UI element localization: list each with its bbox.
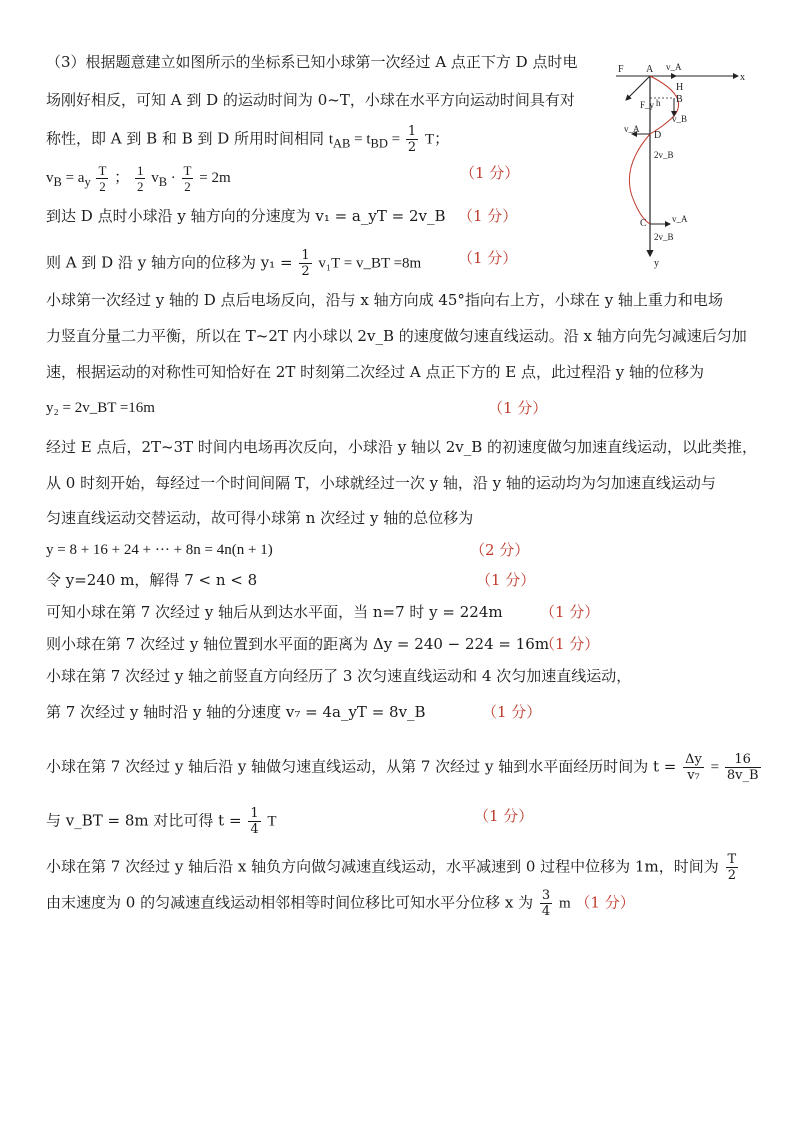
score-8: （1 分）	[540, 635, 600, 653]
text-line-1: （3）根据题意建立如图所示的坐标系已知小球第一次经过 A 点正下方 D 点时电	[46, 53, 578, 71]
frac-half: $\frac{1}{2}$	[407, 124, 417, 155]
text-line-3	[46, 124, 449, 155]
force-f-arrow	[626, 76, 650, 100]
label-2vb: 2v_B	[654, 150, 674, 160]
text-line-6	[46, 248, 421, 279]
eq-2m: = 2m	[199, 169, 231, 186]
frac-t-over-2-c: $\frac{T}{2}$	[727, 852, 737, 883]
text-line-6-a: 则 A 到 D 沿 y 轴方向的位移为 y₁ =	[46, 253, 298, 272]
frac-quarter: $\frac{1}{4}$	[250, 806, 259, 837]
label-va: v_A	[666, 62, 682, 72]
score-2: （1 分）	[458, 207, 518, 225]
text-line-14: y = 8 + 16 + 24 + ··· + 8n = 4n(n + 1)	[46, 542, 273, 558]
frac-16-over-8vb: $\frac{16}{8v\_B}$	[726, 752, 759, 783]
score-5: （2 分）	[470, 541, 530, 559]
text-line-4: $v_B = a_y$ $\frac{T}{2}$ ； $\frac{1}{2}$ $v_B$ · $\frac{T}{2}$ = 2m	[46, 163, 231, 194]
text-line-20	[46, 752, 763, 783]
label-va-3: v_A	[672, 214, 688, 224]
label-va-2: v_A	[624, 124, 640, 134]
label-d: D	[654, 130, 662, 141]
score-6: （1 分）	[476, 571, 536, 589]
text-line-21-a: 与 v_BT = 8m 对比可得 t =	[46, 811, 247, 830]
label-b: B	[676, 94, 683, 105]
vb-symbol: v	[46, 169, 54, 186]
eq-sign-3: =	[710, 759, 723, 776]
label-vb: v_B	[672, 114, 688, 124]
score-7: （1 分）	[540, 603, 600, 621]
text-line-23-a: 由末速度为 0 的匀减速直线运动相邻相等时间位移比可知水平分位移 x 为	[46, 893, 534, 912]
text-line-20-a: 小球在第 7 次经过 y 轴后沿 y 轴做匀速直线运动，从第 7 次经过 y 轴到水平面经历时间为 t =	[46, 757, 682, 776]
text-line-7: 小球第一次经过 y 轴的 D 点后电场反向，沿与 x 轴方向成 45°指向右上方，小球在 y 轴上重力和电场	[46, 291, 723, 309]
frac-half-3: $\frac{1}{2}$	[301, 248, 310, 279]
label-c: C	[640, 218, 647, 229]
frac-t-over-2: $\frac{T}{2}$	[98, 163, 107, 194]
semicolon: ；	[114, 169, 130, 186]
score-3: （1 分）	[458, 249, 518, 267]
text-line-15: 令 y=240 m，解得 7 < n < 8	[46, 571, 258, 589]
text-line-16: 可知小球在第 7 次经过 y 轴后从到达水平面，当 n=7 时 y = 224m	[46, 603, 503, 621]
frac-half-2: $\frac{1}{2}$	[136, 163, 144, 194]
text-line-9: 速，根据运动的对称性可知恰好在 2T 时刻第二次经过 A 点正下方的 E 点，此过程沿 y 轴的位移为	[46, 363, 704, 381]
text-line-21	[46, 806, 277, 837]
frac-dy-over-v7: $\frac{\Delta y}{\text{v₇}}$	[685, 752, 702, 783]
label-x: x	[740, 72, 745, 83]
t-symbol-2: t	[366, 131, 371, 148]
text-line-3-e: T；	[424, 131, 450, 148]
text-line-10: y₂ = 2v_BT =16m	[46, 400, 155, 416]
text-line-3-a: 称性，即 A 到 B 和 B 到 D 所用时间相同	[46, 129, 325, 148]
sub-ab: AB	[333, 136, 351, 151]
eq-ay: = a	[61, 169, 85, 186]
text-line-22	[46, 852, 740, 883]
text-line-22-a: 小球在第 7 次经过 y 轴后沿 x 轴负方向做匀减速直线运动，水平减速到 0 过程中位移为 1m，时间为	[46, 857, 719, 876]
text-line-6-b: v₁T = v_BT =8m	[318, 255, 422, 272]
coordinate-diagram	[612, 56, 752, 276]
label-h-upper: H	[676, 82, 684, 93]
label-fy: F_y	[640, 100, 655, 110]
text-line-19: 第 7 次经过 y 轴时沿 y 轴的分速度 v₇ = 4a_yT = 8v_B	[46, 703, 426, 721]
vb-symbol-2: v	[151, 169, 159, 186]
score-10: （1 分）	[474, 807, 534, 825]
score-9: （1 分）	[482, 703, 542, 721]
score-4: （1 分）	[488, 399, 548, 417]
text-line-8: 力竖直分量二力平衡，所以在 T~2T 内小球以 2v_B 的速度做匀速直线运动。沿 x 轴方向先匀减速后匀加	[46, 327, 747, 345]
t-symbol: t	[328, 131, 334, 148]
text-line-17: 则小球在第 7 次经过 y 轴位置到水平面的距离为 Δy = 240 − 224 = 16m	[46, 635, 550, 653]
text-line-23	[46, 888, 635, 919]
frac-t-over-2-b: $\frac{T}{2}$	[183, 163, 192, 194]
score-11: （1 分）	[575, 893, 635, 912]
frac-three-quarter: $\frac{3}{4}$	[541, 888, 551, 919]
text-line-12: 从 0 时刻开始，每经过一个时间间隔 T，小球就经过一次 y 轴，沿 y 轴的运动均为匀加速直线运动与	[46, 474, 716, 492]
label-a: A	[646, 64, 654, 75]
text-line-21-b: T	[267, 813, 277, 830]
text-line-23-b: m	[558, 895, 571, 912]
label-h: h	[656, 98, 661, 108]
text-line-18: 小球在第 7 次经过 y 轴之前竖直方向经历了 3 次匀速直线运动和 4 次匀加速直线运动，	[46, 667, 632, 685]
sub-bd: BD	[370, 136, 388, 151]
eq-sign-2: =	[387, 131, 404, 148]
label-f: F	[618, 64, 624, 75]
text-line-11: 经过 E 点后，2T~3T 时间内电场再次反向，小球沿 y 轴以 2v_B 的初速度做匀加速直线运动，以此类推，	[46, 438, 758, 456]
text-line-2: 场刚好相反，可知 A 到 D 的运动时间为 0~T，小球在水平方向运动时间具有对	[46, 91, 575, 109]
dot-sign: ·	[167, 169, 180, 186]
label-2vb-2: 2v_B	[654, 232, 674, 242]
text-line-5: 到达 D 点时小球沿 y 轴方向的分速度为 v₁ = a_yT = 2v_B	[46, 207, 446, 225]
text-line-13: 匀速直线运动交替运动，故可得小球第 n 次经过 y 轴的总位移为	[46, 509, 474, 527]
eq-sign: =	[350, 131, 367, 148]
score-1: （1 分）	[460, 164, 520, 182]
label-y: y	[654, 258, 659, 269]
